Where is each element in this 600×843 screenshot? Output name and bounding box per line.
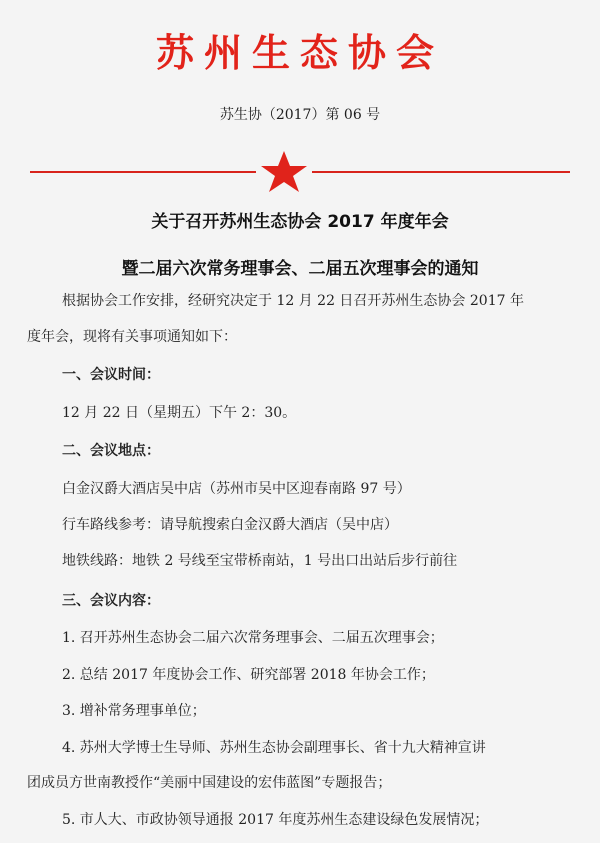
content-item-5: 5. 市人大、市政协领导通报 2017 年度苏州生态建设绿色发展情况；	[62, 812, 489, 828]
star-icon	[255, 149, 313, 195]
document-number: 苏生协（2017）第 06 号	[219, 107, 381, 123]
notice-heading-line2: 暨二届六次常务理事会、二届五次理事会的通知	[121, 259, 479, 279]
notice-heading-line1: 关于召开苏州生态协会 2017 年度年会	[151, 212, 449, 232]
org-title: 苏州生态协会	[155, 31, 444, 75]
intro-line1: 根据协会工作安排，经研究决定于 12 月 22 日召开苏州生态协会 2017 年	[62, 293, 524, 309]
location-metro: 地铁线路：地铁 2 号线至宝带桥南站，1 号出口出站后步行前往	[62, 553, 458, 569]
intro-line2: 度年会，现将有关事项通知如下：	[27, 329, 237, 345]
content-item-4-line1: 4. 苏州大学博士生导师、苏州生态协会副理事长、省十九大精神宣讲	[62, 740, 486, 756]
section-location-title: 二、会议地点：	[62, 443, 160, 459]
location-route: 行车路线参考：请导航搜索白金汉爵大酒店（吴中店）	[62, 517, 398, 533]
section-content-title: 三、会议内容：	[62, 593, 160, 609]
content-item-2: 2. 总结 2017 年度协会工作、研究部署 2018 年协会工作；	[62, 667, 435, 683]
divider-left	[30, 171, 256, 173]
content-item-3: 3. 增补常务理事单位；	[62, 703, 206, 719]
section-time-value: 12 月 22 日（星期五）下午 2：30。	[62, 405, 297, 421]
section-time-title: 一、会议时间：	[62, 367, 160, 383]
location-address: 白金汉爵大酒店吴中店（苏州市吴中区迎春南路 97 号）	[62, 481, 411, 497]
content-item-1: 1. 召开苏州生态协会二届六次常务理事会、二届五次理事会；	[62, 630, 444, 646]
content-item-4-line2: 团成员方世南教授作“美丽中国建设的宏伟蓝图”专题报告；	[27, 775, 392, 791]
divider-right	[312, 171, 570, 173]
